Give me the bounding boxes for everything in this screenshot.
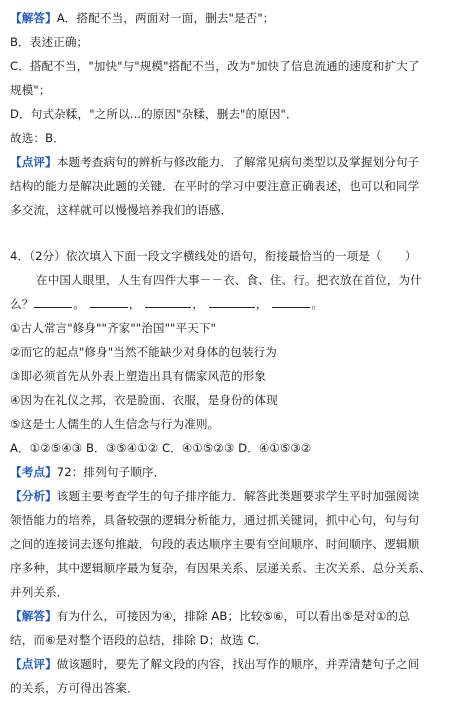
fill-blank: [145, 295, 191, 308]
section-gap: [10, 222, 440, 244]
fill-blank: [272, 295, 310, 308]
option-5: ⑤这是士人儒生的人生信念与行为准则。: [10, 417, 220, 431]
comment-tag: 【点评】: [10, 155, 57, 169]
option-3: ③即必须首先从外表上塑造出具有儒家风范的形象: [10, 369, 267, 383]
answer2-line-1: 【解答】有为什么，可接因为④，排除 AB；比较⑤⑥，可以看出⑤是对①的总: [10, 609, 410, 623]
analysis-line-4: 序多种，其中逻辑顺序最为复杂，有因果关系、层递关系、主次关系、总分关系、: [10, 561, 431, 575]
analysis-line-3: 之间的连接词去逐句推敲．句段的表达顺序主要有空间顺序、时间顺序、逻辑顺: [10, 537, 420, 551]
answer2-line-2: 结，而⑥是对整个语段的总结，排除 D；故选 C．: [10, 633, 268, 647]
analysis-line-1: 【分析】该题主要考查学生的句子排序能力．解答此类题要求学生平时加强阅读: [10, 489, 420, 503]
kaodian-tag: 【考点】: [10, 465, 57, 479]
analysis-line-5: 并列关系．: [10, 585, 69, 599]
option-1: ①古人常言"修身""齐家""治国""平天下": [10, 321, 216, 335]
answer-line-5: D．句式杂糅，"之所以...的原因"杂糅，删去"的原因"．: [10, 107, 298, 121]
answer-line-3: C．搭配不当，"加快"与"规模"搭配不当，改为"加快了信息流通的速度和扩大了: [10, 59, 420, 73]
kaodian-line: 【考点】72：排列句子顺序．: [10, 465, 166, 479]
answer-tag: 【解答】: [10, 11, 57, 25]
answer-line-2: B．表述正确；: [10, 35, 89, 49]
answer-line-1: 【解答】A．搭配不当，两面对一面，删去"是否"；: [10, 11, 275, 25]
comment2-line-1: 【点评】做该题时，要先了解文段的内容，找出写作的顺序，并弄清楚句子之间: [10, 657, 420, 671]
passage-line-1: 在中国人眼里，人生有四件大事－－衣、食、住、行。把衣放在首位，为什: [36, 273, 422, 287]
comment-line-2: 结构的能力是解决此题的关键．在平时的学习中要注意正确表述，也可以和同学: [10, 179, 420, 193]
answer2-tag: 【解答】: [10, 609, 57, 623]
comment2-tag: 【点评】: [10, 657, 57, 671]
answer-line-4: 规模"；: [10, 83, 51, 97]
option-2: ②而它的起点"修身"当然不能缺少对身体的包装行为: [10, 345, 277, 359]
fill-blank: [90, 295, 128, 308]
comment-line-3: 多交流，这样就可以慢慢培养我们的语感．: [10, 203, 233, 217]
option-4: ④因为在礼仪之邦，衣是脸面、衣服，是身份的体现: [10, 393, 278, 407]
passage-line-2: 么？ 。 ， ， ， 。: [10, 297, 324, 311]
comment-line-1: 【点评】本题考查病句的辨析与修改能力．了解常见病句类型以及掌握划分句子: [10, 155, 420, 169]
answer-line-6: 故选：B．: [10, 131, 65, 145]
answer-choices: A．①②⑤④③ B．③⑤④①② C．④①⑤②③ D．④①⑤③②: [10, 441, 312, 455]
comment2-line-2: 的关系，方可得出答案．: [10, 681, 139, 695]
fill-blank: [209, 295, 255, 308]
analysis-tag: 【分析】: [10, 489, 57, 503]
question-stem: 4．（2分）依次填入下面一段文字横线处的语句，衔接最恰当的一项是（ ）: [10, 249, 417, 263]
analysis-line-2: 领悟能力的培养，具备较强的逻辑分析能力，通过抓关键词，抓中心句，句与句: [10, 513, 420, 527]
fill-blank: [34, 295, 72, 308]
